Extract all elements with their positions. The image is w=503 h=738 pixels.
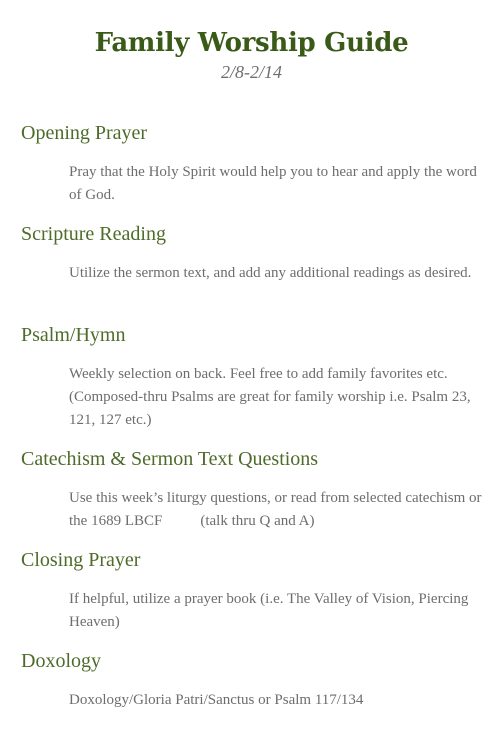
catechism-note: (talk thru Q and A) xyxy=(200,513,315,529)
section-body-doxology: Doxology/Gloria Patri/Sanctus or Psalm 117/134 xyxy=(69,692,364,708)
section-heading-opening-prayer: Opening Prayer xyxy=(21,122,148,144)
page-title: Family Worship Guide xyxy=(94,28,409,58)
section-heading-psalm-hymn: Psalm/Hymn xyxy=(21,324,126,346)
section-heading-doxology: Doxology xyxy=(21,650,101,672)
catechism-text: Use this week’s liturgy questions, or read from selected catechism or the 1689 LBCF xyxy=(69,490,482,529)
section-body-closing-prayer: If helpful, utilize a prayer book (i.e. The Valley of Vision, Piercing Heaven) xyxy=(69,591,469,630)
section-body-opening-prayer: Pray that the Holy Spirit would help you to hear and apply the word of God. xyxy=(69,164,477,203)
section-body-catechism xyxy=(69,487,485,533)
date-range: 2/8-2/14 xyxy=(221,62,282,82)
section-body-scripture-reading: Utilize the sermon text, and add any additional readings as desired. xyxy=(69,265,472,281)
section-heading-scripture-reading: Scripture Reading xyxy=(21,223,166,245)
section-heading-closing-prayer: Closing Prayer xyxy=(21,549,141,571)
section-body-psalm-hymn: Weekly selection on back. Feel free to add family favorites etc. (Composed-thru Psalms are great for family worship i.e. Psalm 23, 121, 127 etc.) xyxy=(69,366,471,428)
section-heading-catechism: Catechism & Sermon Text Questions xyxy=(21,448,319,470)
